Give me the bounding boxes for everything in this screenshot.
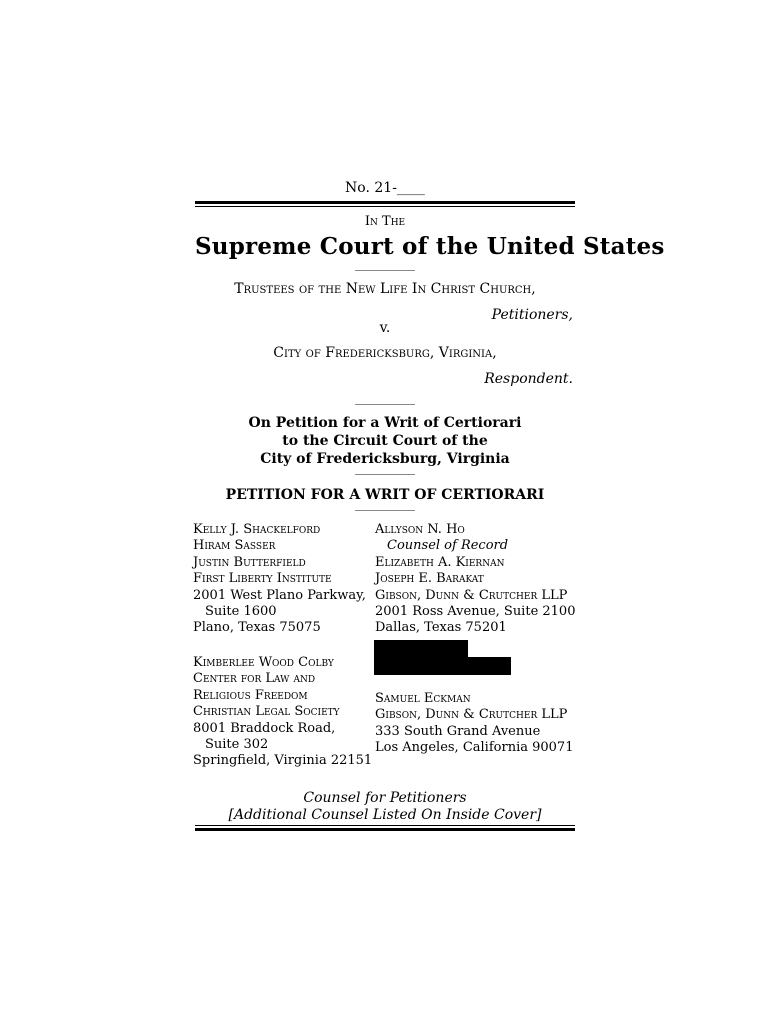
separator-2: [355, 404, 415, 405]
counsel-name: Allyson N. Ho: [375, 522, 465, 537]
bottom-double-rule-thick: [195, 828, 575, 831]
court-name: Supreme Court of the United States: [195, 233, 665, 260]
in-the-label: In The: [364, 214, 406, 229]
counsel-address-line: 333 South Grand Avenue: [375, 723, 541, 739]
respondent-role: Respondent.: [484, 371, 573, 387]
document-title: PETITION FOR A WRIT OF CERTIORARI: [225, 487, 545, 503]
redaction-box: [374, 657, 511, 675]
counsel-address-line: Suite 302: [205, 737, 269, 753]
counsel-name: Kimberlee Wood Colby: [193, 655, 334, 670]
counsel-address-line: Springfield, Virginia 22151: [193, 753, 373, 769]
left-counsel-block-1: [193, 522, 366, 637]
right-counsel-block-2: [375, 691, 573, 757]
counsel-address-line: 8001 Braddock Road,: [193, 720, 336, 736]
counsel-name: Hiram Sasser: [193, 538, 276, 554]
counsel-name: Elizabeth A. Kiernan: [375, 554, 505, 570]
additional-counsel-note: [Additional Counsel Listed On Inside Cover]: [228, 807, 542, 823]
separator-1: [355, 270, 415, 271]
counsel-name: Justin Butterfield: [193, 554, 306, 570]
petitioner-name: Trustees of the New Life In Christ Church,: [234, 281, 536, 297]
redaction-box: [374, 640, 468, 658]
counsel-address-line: Los Angeles, California 90071: [375, 740, 574, 756]
counsel-name: Kelly J. Shackelford: [193, 522, 321, 537]
counsel-for-petitioners: Counsel for Petitioners: [303, 790, 467, 806]
versus-label: v.: [379, 320, 391, 336]
petitioner-role: Petitioners,: [491, 307, 573, 323]
top-double-rule-thick: [195, 201, 575, 204]
separator-3: [355, 474, 415, 475]
petition-line-1: On Petition for a Writ of Certiorari: [248, 415, 522, 431]
counsel-organization: Religious Freedom: [193, 687, 308, 703]
counsel-address-line: 2001 Ross Avenue, Suite 2100: [375, 604, 576, 620]
separator-4: [355, 510, 415, 511]
counsel-organization: Gibson, Dunn & Crutcher LLP: [375, 587, 568, 603]
petition-line-3: City of Fredericksburg, Virginia: [260, 451, 510, 467]
counsel-organization: First Liberty Institute: [193, 571, 332, 587]
case-number: No. 21-____: [345, 180, 425, 196]
top-double-rule-thin: [195, 206, 575, 207]
counsel-address-line: Suite 1600: [205, 604, 277, 620]
counsel-name: Joseph E. Barakat: [375, 571, 484, 587]
counsel-organization: Christian Legal Society: [193, 704, 340, 720]
counsel-organization: Gibson, Dunn & Crutcher LLP: [375, 707, 568, 723]
counsel-address-line: Plano, Texas 75075: [193, 620, 321, 636]
left-counsel-block-2: [193, 655, 372, 770]
counsel-organization: Center for Law and: [193, 671, 316, 687]
bottom-double-rule-thin: [195, 825, 575, 826]
counsel-address-line: 2001 West Plano Parkway,: [193, 587, 366, 603]
counsel-address-line: Dallas, Texas 75201: [375, 620, 507, 636]
counsel-name: Samuel Eckman: [375, 691, 471, 706]
respondent-name: City of Fredericksburg, Virginia,: [273, 345, 497, 361]
counsel-of-record-label: Counsel of Record: [387, 538, 509, 554]
petition-line-2: to the Circuit Court of the: [282, 433, 488, 449]
right-counsel-block-1: [375, 522, 575, 637]
